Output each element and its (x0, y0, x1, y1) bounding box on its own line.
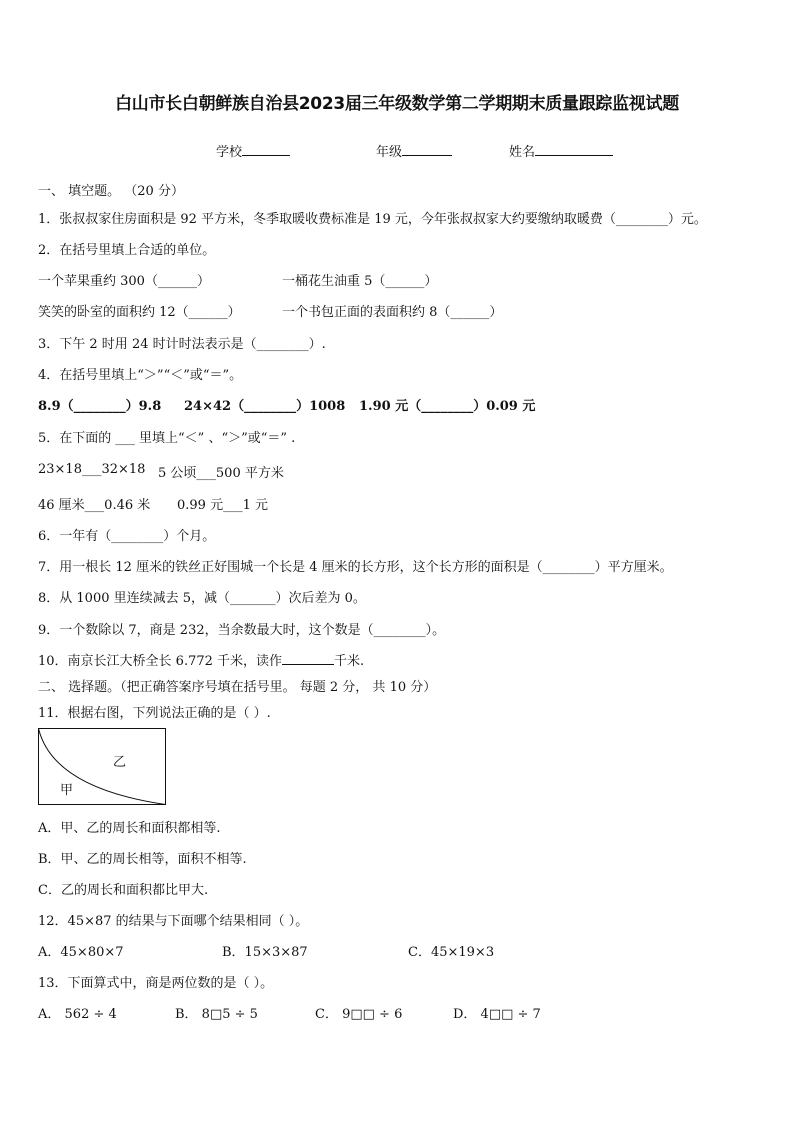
question-13-option-a[interactable]: A． 562 ÷ 4 (38, 1007, 117, 1022)
name-label: 姓名 (509, 145, 536, 160)
figure-rectangle (39, 729, 166, 805)
question-5-item-b: 5 公顷___500 平方米 (158, 466, 284, 481)
question-5-item-c: 46 厘米___0.46 米 (38, 498, 151, 513)
question-5-item-a: 23×18___32×18 (38, 462, 146, 477)
question-12-option-b[interactable]: B．15×3×87 (222, 945, 308, 960)
grade-label: 年级 (376, 145, 403, 160)
question-3: 3．下午 2 时用 24 时计时法表示是（________）. (38, 337, 326, 352)
school-blank[interactable] (242, 143, 290, 156)
question-10-unit: 千米. (334, 654, 365, 669)
question-2: 2．在括号里填上合适的单位。 (38, 243, 216, 258)
question-6: 6．一年有（________）个月。 (38, 529, 216, 544)
grade-blank[interactable] (402, 143, 452, 156)
question-4-item-c: 1.90 元（________）0.09 元 (359, 399, 536, 414)
question-11-option-a[interactable]: A．甲、乙的周长和面积都相等. (38, 821, 221, 836)
question-4-item-b: 24×42（________）1008 (184, 399, 346, 414)
question-12-option-c[interactable]: C．45×19×3 (408, 945, 495, 960)
exam-title: 白山市长白朝鲜族自治县2023届三年级数学第二学期期末质量跟踪监视试题 (115, 94, 679, 114)
question-7: 7．用一根长 12 厘米的铁丝正好围城一个长是 4 厘米的长方形，这个长方形的面积是（________）平方厘米。 (38, 560, 673, 575)
question-2-item-a: 一个苹果重约 300（______） (38, 274, 210, 289)
question-11-option-c[interactable]: C．乙的周长和面积都比甲大. (38, 883, 209, 898)
question-11-figure (38, 728, 166, 805)
section-2-heading: 二、 选择题。（把正确答案序号填在括号里。 每题 2 分， 共 10 分） (38, 680, 437, 695)
question-10-blank[interactable] (282, 652, 334, 665)
rectangle-arc-diagram (38, 728, 166, 805)
name-field[interactable] (509, 141, 613, 160)
question-13-option-b[interactable]: B． 8□5 ÷ 5 (175, 1007, 258, 1022)
question-12: 12．45×87 的结果与下面哪个结果相同（ ）。 (38, 914, 309, 929)
question-11-option-b[interactable]: B．甲、乙的周长相等，面积不相等. (38, 852, 247, 867)
section-1-heading: 一、 填空题。 （20 分） (38, 184, 184, 199)
question-5-item-d: 0.99 元___1 元 (177, 498, 268, 513)
name-blank[interactable] (535, 143, 613, 156)
question-2-item-d: 一个书包正面的表面积约 8（______） (282, 305, 503, 320)
question-4: 4．在括号里填上“＞”“＜”或“＝”。 (38, 368, 243, 383)
question-13: 13．下面算式中，商是两位数的是（ ）。 (38, 976, 274, 991)
figure-label-yi: 乙 (113, 755, 127, 770)
figure-arc (39, 729, 166, 805)
question-4-item-a: 8.9（________）9.8 (38, 399, 162, 414)
question-13-option-d[interactable]: D． 4□□ ÷ 7 (453, 1007, 541, 1022)
question-5: 5．在下面的 ___ 里填上“＜” 、“＞”或“＝” . (38, 431, 296, 446)
question-10-text: 10．南京长江大桥全长 6.772 千米，读作 (38, 654, 283, 669)
question-12-option-a[interactable]: A．45×80×7 (38, 945, 124, 960)
question-1: 1．张叔叔家住房面积是 92 平方米，冬季取暖收费标准是 19 元，今年张叔叔家大约要缴纳取暖费（________）元。 (38, 212, 707, 227)
question-8: 8．从 1000 里连续减去 5，减（_______）次后差为 0。 (38, 591, 366, 606)
question-2-item-c: 笑笑的卧室的面积约 12（______） (38, 305, 241, 320)
question-13-option-c[interactable]: C． 9□□ ÷ 6 (315, 1007, 403, 1022)
question-9: 9．一个数除以 7，商是 232，当余数最大时，这个数是（________）。 (38, 623, 446, 638)
school-field[interactable] (216, 141, 290, 160)
question-10 (38, 650, 364, 669)
school-label: 学校 (216, 145, 243, 160)
question-2-item-b: 一桶花生油重 5（______） (282, 274, 438, 289)
figure-label-jia: 甲 (60, 783, 74, 798)
grade-field[interactable] (376, 141, 452, 160)
question-11: 11．根据右图，下列说法正确的是（ ）. (38, 706, 271, 721)
